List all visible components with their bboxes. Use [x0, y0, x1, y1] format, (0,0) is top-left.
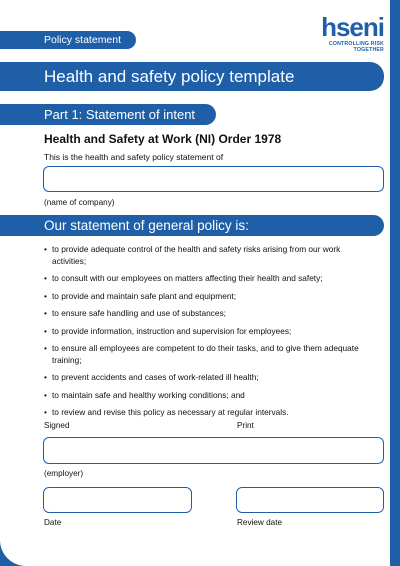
edge-strip: [390, 0, 400, 566]
bullet-icon: •: [44, 290, 47, 301]
date-label: Date: [44, 518, 62, 527]
list-item: • to consult with our employees on matters affecting their health and safety;: [44, 273, 323, 283]
bullet-icon: •: [44, 308, 47, 318]
list-item: • to provide and maintain safe plant and equipment;: [44, 290, 237, 301]
hseni-logo: [298, 14, 384, 53]
review-date-label: Review date: [237, 518, 283, 527]
logo-wordmark: hseni: [321, 12, 384, 42]
signature-field[interactable]: [43, 437, 384, 464]
part1-heading: Part 1: Statement of intent: [0, 104, 216, 125]
bullet-icon: •: [44, 343, 47, 353]
list-item: • to provide information, instruction and supervision for employees;: [44, 325, 292, 336]
bullet-icon: •: [44, 325, 47, 336]
review-date-field[interactable]: [236, 487, 384, 513]
bullet-icon: •: [44, 273, 47, 283]
intro-text: This is the health and safety policy statement of: [44, 152, 224, 162]
law-heading: Health and Safety at Work (NI) Order 1978: [44, 132, 282, 146]
list-item: • to ensure all employees are competent to do their tasks, and to give them adequate training;: [44, 343, 359, 365]
company-name-label: (name of company): [44, 198, 115, 207]
logo-tagline: CONTROLLING RISK TOGETHER: [328, 41, 384, 53]
list-item: • to provide adequate control of the health and safety risks arising from our work activities;: [44, 244, 341, 266]
company-name-field[interactable]: [43, 166, 384, 192]
bullet-icon: •: [44, 407, 47, 417]
signed-label: Signed: [44, 421, 70, 430]
section-tag: Policy statement: [0, 31, 136, 49]
print-label: Print: [237, 421, 254, 430]
list-item: • to review and revise this policy as necessary at regular intervals.: [44, 407, 289, 417]
bullet-icon: •: [44, 389, 47, 400]
date-field[interactable]: [43, 487, 192, 513]
list-item: • to maintain safe and healthy working conditions; and: [44, 389, 245, 400]
bullet-icon: •: [44, 244, 47, 254]
employer-label: (employer): [44, 469, 84, 478]
page-title: Health and safety policy template: [0, 62, 384, 91]
list-item: • to prevent accidents and cases of work-related ill health;: [44, 372, 259, 382]
list-item: • to ensure safe handling and use of substances;: [44, 308, 226, 318]
policy-list: [44, 244, 374, 425]
bullet-icon: •: [44, 372, 47, 382]
general-policy-heading: Our statement of general policy is:: [0, 215, 384, 236]
